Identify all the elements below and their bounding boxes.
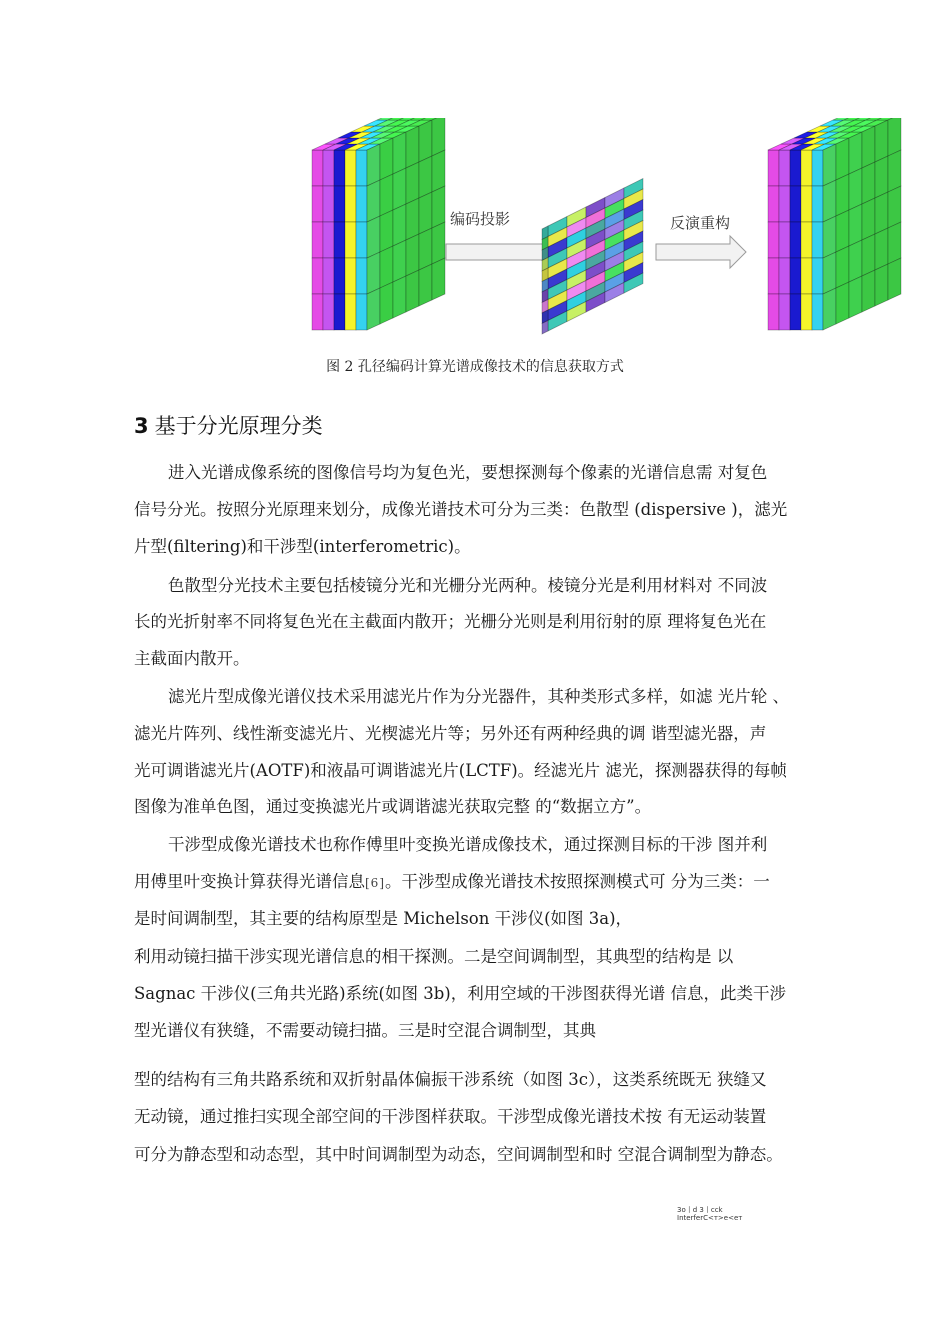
- paragraph-line: [134, 868, 770, 892]
- paragraph-line: 利用动镜扫描干涉实现光谱信息的相干探测。二是空间调制型，其典型的结构是 以: [134, 947, 734, 966]
- cube-cell: [312, 186, 323, 222]
- cube-side-cell: [419, 156, 432, 198]
- cube-side-cell: [406, 234, 419, 276]
- arrow-reconstruct: [656, 214, 746, 268]
- paragraph-line: 可分为静态型和动态型，其中时间调制型为动态，空间调制型和时 空混合调制型为静态。: [134, 1145, 783, 1164]
- cube-cell: [812, 258, 823, 294]
- paragraph-line: 片型(filtering)和干涉型(interferometric)。: [134, 537, 471, 556]
- paragraph-line: 无动镜，通过推扫实现全部空间的干涉图样获取。干涉型成像光谱技术按 有无运动装置: [134, 1107, 767, 1126]
- cube-cell: [779, 258, 790, 294]
- cube-side-cell: [380, 138, 393, 180]
- spectral-cube-right: [768, 118, 901, 330]
- cube-cell: [779, 294, 790, 330]
- paragraph-line: 型光谱仪有狭缝，不需要动镜扫描。三是时空混合调制型，其典: [134, 1021, 596, 1040]
- cube-cell: [356, 222, 367, 258]
- cube-side-cell: [406, 162, 419, 204]
- cube-side-cell: [380, 174, 393, 216]
- paragraph-line: 进入光谱成像系统的图像信号均为复色光，要想探测每个像素的光谱信息需 对复色: [168, 463, 768, 482]
- cube-side-cell: [406, 126, 419, 168]
- cube-cell: [334, 222, 345, 258]
- cube-side-cell: [888, 150, 901, 192]
- cube-side-cell: [380, 282, 393, 324]
- arrow-encode-label: 编码投影: [450, 210, 511, 228]
- cube-side-cell: [419, 192, 432, 234]
- cube-cell: [345, 186, 356, 222]
- cube-cell: [790, 222, 801, 258]
- section-title: 基于分光原理分类: [154, 414, 323, 438]
- cube-side-cell: [823, 216, 836, 258]
- cube-cell: [345, 258, 356, 294]
- cube-cell: [345, 150, 356, 186]
- cube-side-cell: [888, 258, 901, 300]
- paragraph-line: 滤光片型成像光谱仪技术采用滤光片作为分光器件，其种类形式多样，如滤 光片轮 、: [168, 687, 789, 706]
- cube-cell: [812, 294, 823, 330]
- cube-cell: [312, 150, 323, 186]
- cube-cell: [345, 222, 356, 258]
- cube-side-cell: [367, 288, 380, 330]
- spectral-cube-left: [312, 118, 445, 330]
- cube-cell: [312, 294, 323, 330]
- cube-cell: [345, 294, 356, 330]
- cube-side-cell: [393, 168, 406, 210]
- cube-side-cell: [862, 162, 875, 204]
- cube-side-cell: [393, 240, 406, 282]
- cube-cell: [790, 258, 801, 294]
- section-heading: [134, 410, 323, 440]
- section-number: 3: [134, 414, 149, 438]
- paragraph-line: 干涉型成像光谱技术也称作傅里叶变换光谱成像技术，通过探测目标的干涉 图并利: [168, 835, 768, 854]
- cube-side-cell: [419, 264, 432, 306]
- cube-cell: [768, 222, 779, 258]
- cube-side-cell: [419, 120, 432, 162]
- cube-cell: [801, 258, 812, 294]
- cube-side-cell: [836, 138, 849, 180]
- cube-cell: [812, 150, 823, 186]
- cube-side-cell: [432, 186, 445, 228]
- cube-side-cell: [836, 210, 849, 252]
- cube-side-cell: [862, 234, 875, 276]
- aperture-coding-figure: [300, 118, 910, 348]
- cube-side-cell: [888, 186, 901, 228]
- cube-side-cell: [836, 174, 849, 216]
- cube-side-cell: [432, 118, 445, 156]
- cube-side-cell: [849, 240, 862, 282]
- cube-cell: [334, 258, 345, 294]
- cube-side-cell: [875, 156, 888, 198]
- coded-aperture-mask: [542, 179, 643, 335]
- cube-side-cell: [875, 192, 888, 234]
- cube-side-cell: [406, 198, 419, 240]
- cube-cell: [323, 150, 334, 186]
- paragraph-line: 是时间调制型，其主要的结构原型是 Michelson 干涉仪(如图 3a)，: [134, 909, 633, 928]
- paragraph-line: 长的光折射率不同将复色光在主截面内散开；光栅分光则是利用衍射的原 理将复色光在: [134, 612, 767, 631]
- arrow-reconstruct-label: 反演重构: [670, 214, 731, 232]
- cube-side-cell: [432, 150, 445, 192]
- paragraph-line: 图像为准单色图，通过变换滤光片或调谐滤光获取完整 的“数据立方”。: [134, 797, 652, 816]
- cube-cell: [768, 258, 779, 294]
- cube-side-cell: [849, 168, 862, 210]
- cube-cell: [812, 222, 823, 258]
- cube-cell: [356, 150, 367, 186]
- cube-cell: [779, 222, 790, 258]
- cube-side-cell: [419, 228, 432, 270]
- footer-note-line1: 3o丨d 3丨cck: [677, 1206, 723, 1214]
- cube-side-cell: [393, 132, 406, 174]
- cube-cell: [801, 222, 812, 258]
- cube-cell: [790, 294, 801, 330]
- cube-side-cell: [862, 270, 875, 312]
- cube-side-cell: [823, 144, 836, 186]
- cube-side-cell: [367, 252, 380, 294]
- paragraph-text: 用傅里叶变换计算获得光谱信息: [134, 872, 365, 891]
- cube-cell: [790, 186, 801, 222]
- cube-cell: [812, 186, 823, 222]
- paragraph-text: 。干涉型成像光谱技术按照探测模式可 分为三类：一: [385, 872, 770, 891]
- cube-side-cell: [393, 204, 406, 246]
- cube-side-cell: [393, 276, 406, 318]
- paragraph-line: 主截面内散开。: [134, 649, 250, 668]
- cube-cell: [779, 186, 790, 222]
- cube-cell: [779, 150, 790, 186]
- cube-side-cell: [367, 180, 380, 222]
- cube-side-cell: [367, 216, 380, 258]
- cube-cell: [312, 222, 323, 258]
- paragraph-line: 信号分光。按照分光原理来划分，成像光谱技术可分为三类：色散型 (dispersive )，滤光: [134, 500, 788, 519]
- paragraph-line: Sagnac 干涉仪(三角共光路)系统(如图 3b)，利用空域的干涉图获得光谱 信息，此类干涉: [134, 984, 786, 1003]
- cube-side-cell: [888, 222, 901, 264]
- cube-cell: [356, 258, 367, 294]
- cube-side-cell: [823, 180, 836, 222]
- footer-note-line2: InterferC<т>e<eт: [677, 1214, 743, 1222]
- cube-side-cell: [862, 198, 875, 240]
- cube-cell: [801, 150, 812, 186]
- cube-cell: [323, 222, 334, 258]
- cube-cell: [312, 258, 323, 294]
- cube-side-cell: [849, 276, 862, 318]
- cube-side-cell: [875, 264, 888, 306]
- cube-side-cell: [406, 270, 419, 312]
- cube-cell: [801, 186, 812, 222]
- cube-side-cell: [823, 288, 836, 330]
- cube-cell: [768, 186, 779, 222]
- cube-side-cell: [836, 282, 849, 324]
- cube-side-cell: [888, 118, 901, 156]
- cube-cell: [768, 294, 779, 330]
- cube-side-cell: [875, 120, 888, 162]
- cube-side-cell: [367, 144, 380, 186]
- cube-cell: [356, 294, 367, 330]
- cube-side-cell: [862, 126, 875, 168]
- cube-cell: [334, 186, 345, 222]
- figure-caption: 图 2 孔径编码计算光谱成像技术的信息获取方式: [326, 359, 624, 375]
- paragraph-line: 型的结构有三角共路系统和双折射晶体偏振干涉系统（如图 3c），这类系统既无 狭缝又: [134, 1070, 767, 1089]
- cube-side-cell: [836, 246, 849, 288]
- cube-side-cell: [380, 246, 393, 288]
- cube-cell: [356, 186, 367, 222]
- cube-cell: [323, 294, 334, 330]
- cube-side-cell: [380, 210, 393, 252]
- paragraph-line: 光可调谐滤光片(AOTF)和液晶可调谐滤光片(LCTF)。经滤光片 滤光，探测器获得的每帧: [134, 761, 787, 780]
- cube-cell: [768, 150, 779, 186]
- cube-cell: [334, 150, 345, 186]
- citation-ref: [6]: [365, 876, 385, 890]
- cube-cell: [323, 258, 334, 294]
- cube-side-cell: [849, 132, 862, 174]
- cube-cell: [334, 294, 345, 330]
- cube-cell: [801, 294, 812, 330]
- cube-side-cell: [875, 228, 888, 270]
- paragraph-line: 滤光片阵列、线性渐变滤光片、光楔滤光片等；另外还有两种经典的调 谐型滤光器，声: [134, 724, 767, 743]
- cube-side-cell: [432, 258, 445, 300]
- cube-cell: [323, 186, 334, 222]
- paragraph-line: 色散型分光技术主要包括棱镜分光和光栅分光两种。棱镜分光是利用材料对 不同波: [168, 576, 768, 595]
- cube-side-cell: [432, 222, 445, 264]
- cube-side-cell: [849, 204, 862, 246]
- cube-side-cell: [823, 252, 836, 294]
- cube-cell: [790, 150, 801, 186]
